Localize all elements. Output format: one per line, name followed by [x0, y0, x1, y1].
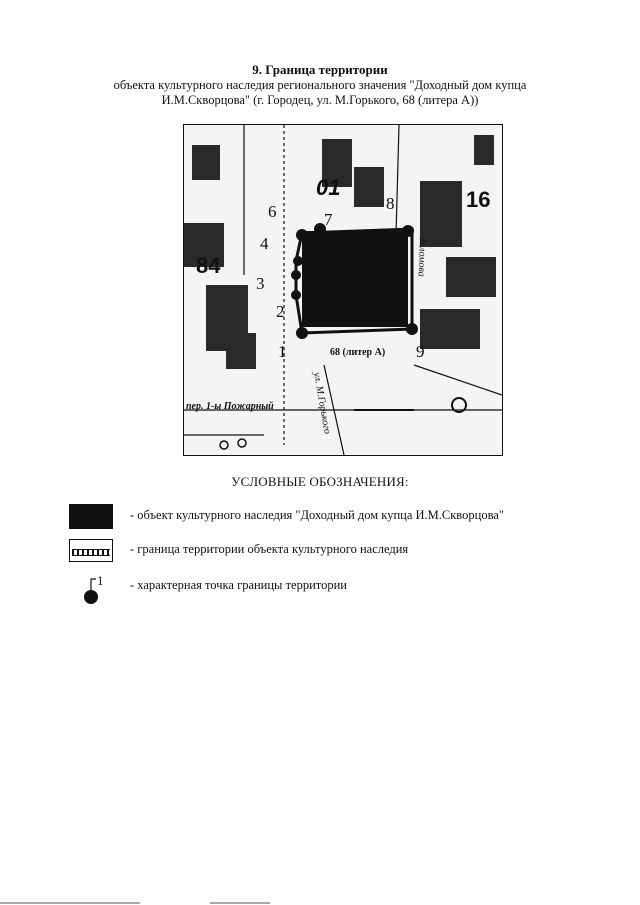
block — [226, 333, 256, 369]
landmark-circle — [220, 441, 228, 449]
legend-point-text: - характерная точка границы территории — [130, 578, 347, 592]
point-label: 4 — [260, 234, 269, 253]
street-line — [414, 365, 502, 395]
heritage-building — [302, 231, 408, 327]
boundary-point — [402, 225, 414, 237]
house-number: 84 — [196, 253, 221, 278]
house-number: 01 — [316, 175, 341, 200]
boundary-point — [293, 256, 303, 266]
page-subtitle — [100, 78, 540, 108]
legend-title: УСЛОВНЫЕ ОБОЗНАЧЕНИЯ: — [231, 474, 409, 489]
point-label: 3 — [256, 274, 265, 293]
boundary-point — [406, 323, 418, 335]
boundary-point — [291, 290, 301, 300]
block — [474, 135, 494, 165]
street-label-pozharny: пер. 1-ы Пожарный — [186, 401, 274, 412]
boundary-point — [291, 270, 301, 280]
legend-object-swatch — [69, 504, 113, 529]
territory-map — [183, 124, 503, 456]
point-sample-label: 1 — [97, 573, 104, 588]
legend-object-text: - объект культурного наследия "Доходный дом купца И.М.Скворцова" — [130, 508, 504, 522]
scan-edge — [0, 898, 640, 905]
point-label: 8 — [386, 194, 395, 213]
map-canvas — [184, 125, 502, 455]
block — [354, 167, 384, 207]
point-label: 9 — [416, 342, 425, 361]
point-label: 1 — [278, 342, 287, 361]
point-leader — [91, 579, 96, 590]
block — [192, 145, 220, 180]
boundary-point — [296, 229, 308, 241]
legend-border-swatch — [69, 539, 113, 562]
building-label: 68 (литер А) — [330, 347, 386, 358]
point-dot — [84, 590, 98, 604]
page-title: 9. Граница территории — [252, 62, 388, 77]
block — [446, 257, 496, 297]
street-label-gorkogo: ул. М.Горького — [311, 371, 333, 435]
border-hatch — [72, 549, 110, 556]
subtitle-line-1: объекта культурного наследия регионального значения "Доходный дом купца — [113, 78, 527, 92]
landmark-circle — [238, 439, 246, 447]
legend-border-text: - граница территории объекта культурного наследия — [130, 542, 409, 556]
boundary-point — [296, 327, 308, 339]
street-line — [396, 125, 399, 235]
legend-point-swatch — [80, 573, 110, 605]
block — [420, 309, 480, 349]
house-number: 16 — [466, 187, 491, 212]
subtitle-line-2: И.М.Скворцова" (г. Городец, ул. М.Горького, 68 (литера А)) — [161, 93, 479, 107]
point-label: 6 — [268, 202, 277, 221]
street-label-zalomova: Заломова — [415, 236, 428, 277]
point-label: 2 — [276, 302, 285, 321]
point-label: 7 — [324, 210, 333, 229]
